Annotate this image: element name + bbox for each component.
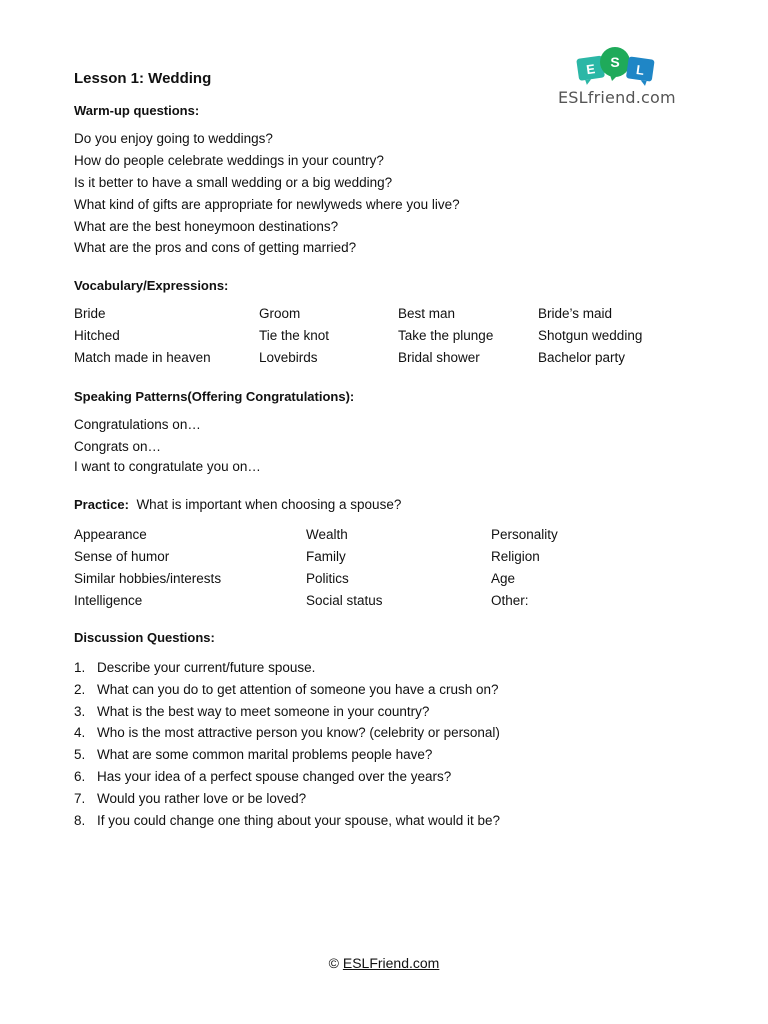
warmup-question: What kind of gifts are appropriate for newlyweds where you live? bbox=[74, 197, 460, 212]
speaking-pattern: Congrats on… bbox=[74, 439, 162, 454]
question-number: 5. bbox=[74, 747, 86, 762]
practice-option: Intelligence bbox=[74, 593, 143, 608]
esl-speech-bubbles-icon bbox=[558, 45, 678, 90]
discussion-question bbox=[74, 791, 306, 806]
question-text: What are some common marital problems people have? bbox=[97, 747, 433, 762]
vocab-term: Bachelor party bbox=[538, 350, 626, 365]
logo-brand-text: ESLfriend.com bbox=[558, 88, 676, 107]
question-text: If you could change one thing about your spouse, what would it be? bbox=[97, 813, 501, 828]
warmup-question: What are the best honeymoon destinations? bbox=[74, 219, 339, 234]
question-number: 3. bbox=[74, 704, 86, 719]
warmup-heading: Warm-up questions: bbox=[74, 103, 200, 118]
warmup-question: What are the pros and cons of getting married? bbox=[74, 240, 357, 255]
vocab-term: Bride’s maid bbox=[538, 306, 613, 321]
speaking-heading: Speaking Patterns(Offering Congratulations): bbox=[74, 389, 355, 404]
question-text: What can you do to get attention of someone you have a crush on? bbox=[97, 682, 499, 697]
question-number: 4. bbox=[74, 725, 86, 740]
discussion-question bbox=[74, 660, 315, 675]
vocab-heading: Vocabulary/Expressions: bbox=[74, 278, 229, 293]
warmup-question: How do people celebrate weddings in your country? bbox=[74, 153, 384, 168]
question-number: 1. bbox=[74, 660, 86, 675]
question-text: Has your idea of a perfect spouse changed over the years? bbox=[97, 769, 452, 784]
practice-label: Practice: bbox=[74, 497, 129, 512]
practice-option: Personality bbox=[491, 527, 558, 542]
speaking-pattern: I want to congratulate you on… bbox=[74, 459, 261, 474]
practice-option: Age bbox=[491, 571, 516, 586]
question-text: Who is the most attractive person you know? (celebrity or personal) bbox=[97, 725, 500, 740]
page-title: Lesson 1: Wedding bbox=[74, 70, 212, 87]
practice-option: Social status bbox=[306, 593, 383, 608]
vocab-term: Shotgun wedding bbox=[538, 328, 643, 343]
question-text: What is the best way to meet someone in your country? bbox=[97, 704, 430, 719]
discussion-question bbox=[74, 813, 500, 828]
vocab-term: Bride bbox=[74, 306, 106, 321]
question-text: Describe your current/future spouse. bbox=[97, 660, 316, 675]
practice-option: Religion bbox=[491, 549, 540, 564]
vocab-term: Groom bbox=[259, 306, 301, 321]
question-number: 2. bbox=[74, 682, 86, 697]
speaking-pattern: Congratulations on… bbox=[74, 417, 201, 432]
warmup-question: Do you enjoy going to weddings? bbox=[74, 131, 273, 146]
vocab-term: Take the plunge bbox=[398, 328, 494, 343]
vocab-term: Lovebirds bbox=[259, 350, 318, 365]
question-number: 8. bbox=[74, 813, 86, 828]
logo-letter-l: L bbox=[635, 62, 646, 78]
practice-option: Politics bbox=[306, 571, 349, 586]
logo-letter-e: E bbox=[585, 61, 597, 78]
warmup-question: Is it better to have a small wedding or a big wedding? bbox=[74, 175, 393, 190]
footer bbox=[0, 955, 768, 971]
discussion-question bbox=[74, 704, 429, 719]
practice-option: Wealth bbox=[306, 527, 348, 542]
practice-question: What is important when choosing a spouse? bbox=[136, 497, 402, 512]
vocab-term: Bridal shower bbox=[398, 350, 480, 365]
practice-option: Other: bbox=[491, 593, 529, 608]
vocab-term: Tie the knot bbox=[259, 328, 330, 343]
practice-option: Similar hobbies/interests bbox=[74, 571, 222, 586]
practice-option: Sense of humor bbox=[74, 549, 170, 564]
copyright-symbol: © bbox=[328, 955, 339, 971]
practice-option: Appearance bbox=[74, 527, 147, 542]
practice-line bbox=[74, 497, 401, 512]
logo-letter-s: S bbox=[610, 54, 620, 70]
question-number: 6. bbox=[74, 769, 86, 784]
vocab-term: Best man bbox=[398, 306, 456, 321]
question-text: Would you rather love or be loved? bbox=[97, 791, 307, 806]
discussion-question bbox=[74, 725, 500, 740]
discussion-question bbox=[74, 747, 432, 762]
practice-option: Family bbox=[306, 549, 346, 564]
discussion-question bbox=[74, 769, 451, 784]
vocab-term: Match made in heaven bbox=[74, 350, 211, 365]
question-number: 7. bbox=[74, 791, 86, 806]
discussion-question bbox=[74, 682, 499, 697]
discussion-heading: Discussion Questions: bbox=[74, 630, 215, 645]
vocab-term: Hitched bbox=[74, 328, 120, 343]
footer-link[interactable]: ESLFriend.com bbox=[342, 955, 440, 971]
